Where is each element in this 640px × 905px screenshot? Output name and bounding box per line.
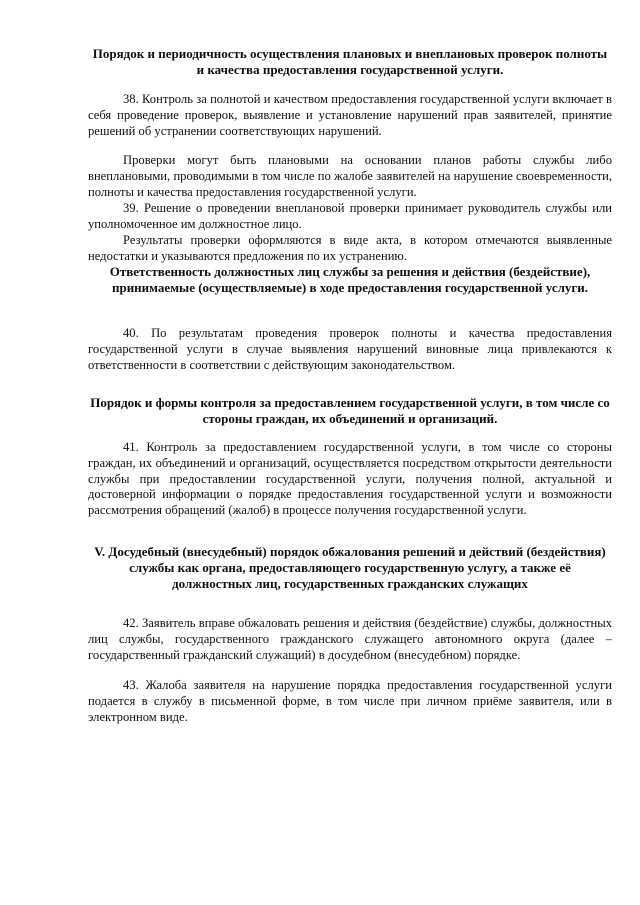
paragraph-42: 42. Заявитель вправе обжаловать решения и действия (бездействие) службы, должностных лиц службы, государственного гражданского служащего автономного округа (далее – государственный гражданский служащий) в досудебном (внесудебном) порядке. (88, 616, 612, 662)
paragraph-39: 39. Решение о проведении внеплановой проверки принимает руководитель службы или уполномоченное им должностное лицо. (88, 201, 612, 231)
paragraph-43: 43. Жалоба заявителя на нарушение порядка предоставления государственной услуги подается в службу в письменной форме, в том числе при личном приёме заявителя, или в электронном виде. (88, 678, 612, 724)
heading-control-forms: Порядок и формы контроля за предоставлением государственной услуги, в том числе со стороны граждан, их объединений и организаций. (90, 395, 610, 426)
heading-inspection-procedure: Порядок и периодичность осуществления плановых и внеплановых проверок полноты и качества предоставления государственной услуги. (92, 46, 608, 77)
paragraph-40: 40. По результатам проведения проверок полноты и качества предоставления государственной услуги в случае выявления нарушений виновные лица привлекаются к ответственности в соответствии с действующим законодательством. (88, 326, 612, 372)
paragraph-41: 41. Контроль за предоставлением государственной услуги, в том числе со стороны граждан, их объединений и организаций, осуществляется посредством открытости деятельности службы при предоставлении государственной услуги, получения полной, актуальной и достоверной информации о порядке предоставления государственной услуги и возможности рассмотрения обращений (жалоб) в процессе получения государственной услуги. (88, 440, 612, 518)
paragraph-39-continued: Результаты проверки оформляются в виде акта, в котором отмечаются выявленные недостатки и указываются предложения по их устранению. (88, 233, 612, 263)
heading-section-v-appeal: V. Досудебный (внесудебный) порядок обжалования решений и действий (бездействия) службы как органа, предоставляющего государственную услугу, а также её должностных лиц, государственных гражданских служащих (94, 544, 606, 591)
heading-official-responsibility: Ответственность должностных лиц службы за решения и действия (бездействие), принимаемые (осуществляемые) в ходе предоставления государственной услуги. (109, 264, 591, 295)
paragraph-38-continued: Проверки могут быть плановыми на основании планов работы службы либо внеплановыми, проводимыми в том числе по жалобе заявителей на нарушение своевременности, полноты и качества предоставления государственной услуги. (88, 153, 612, 199)
paragraph-38: 38. Контроль за полнотой и качеством предоставления государственной услуги включает в себя проведение проверок, выявление и установление нарушений прав заявителей, принятие решений об устранении соответствующих нарушений. (88, 92, 612, 138)
